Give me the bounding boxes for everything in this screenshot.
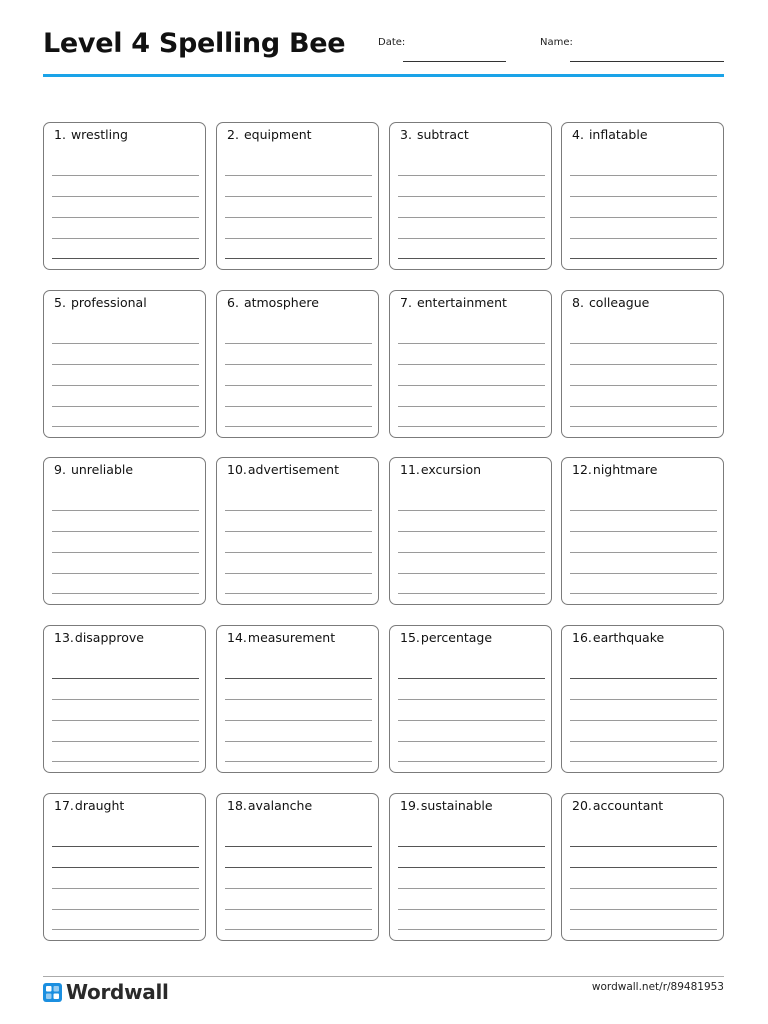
word-text: atmosphere [243,295,319,310]
writing-line[interactable] [398,720,545,721]
word-label [400,798,493,814]
writing-line[interactable] [570,761,717,762]
writing-line[interactable] [225,909,372,910]
writing-line[interactable] [570,510,717,511]
footer-url: wordwall.net/r/89481953 [591,981,724,993]
writing-line[interactable] [570,593,717,594]
writing-line[interactable] [52,761,199,762]
word-number: 7. [400,295,412,310]
writing-line[interactable] [52,678,199,679]
word-card-14 [216,625,379,773]
writing-line[interactable] [225,678,372,679]
word-card-4 [561,122,724,270]
word-number: 18. [227,798,247,813]
writing-line[interactable] [570,426,717,427]
writing-line[interactable] [52,909,199,910]
writing-line[interactable] [398,258,545,259]
word-card-15 [389,625,552,773]
word-number: 20. [572,798,592,813]
header-divider [43,74,724,77]
word-number: 13. [54,630,74,645]
word-label [54,462,133,478]
word-card-20 [561,793,724,941]
word-card-16 [561,625,724,773]
word-number: 2. [227,127,239,142]
writing-line[interactable] [398,510,545,511]
writing-line[interactable] [398,175,545,176]
word-label [227,295,319,311]
word-number: 10. [227,462,247,477]
writing-line[interactable] [225,867,372,868]
writing-line[interactable] [225,593,372,594]
word-label [54,127,128,143]
word-label [54,630,144,646]
writing-line[interactable] [52,343,199,344]
writing-line[interactable] [225,343,372,344]
writing-line[interactable] [52,406,199,407]
writing-line[interactable] [398,385,545,386]
word-text: excursion [420,462,482,477]
word-text: accountant [592,798,664,813]
writing-line[interactable] [225,531,372,532]
writing-line[interactable] [570,867,717,868]
writing-line[interactable] [570,217,717,218]
writing-line[interactable] [398,426,545,427]
word-text: professional [70,295,147,310]
writing-line[interactable] [225,888,372,889]
writing-line[interactable] [225,761,372,762]
word-number: 19. [400,798,420,813]
writing-line[interactable] [52,426,199,427]
word-card-11 [389,457,552,605]
word-label [572,295,649,311]
writing-line[interactable] [398,846,545,847]
writing-line[interactable] [225,699,372,700]
word-text: earthquake [592,630,665,645]
writing-line[interactable] [398,552,545,553]
writing-line[interactable] [52,741,199,742]
word-number: 16. [572,630,592,645]
writing-line[interactable] [570,385,717,386]
word-text: nightmare [592,462,658,477]
word-label [227,462,339,478]
writing-line[interactable] [225,929,372,930]
word-card-1 [43,122,206,270]
word-card-12 [561,457,724,605]
writing-line[interactable] [225,175,372,176]
writing-line[interactable] [570,929,717,930]
writing-line[interactable] [398,531,545,532]
writing-line[interactable] [398,217,545,218]
word-label [572,798,663,814]
word-text: draught [74,798,125,813]
writing-line[interactable] [225,720,372,721]
writing-line[interactable] [570,343,717,344]
word-number: 6. [227,295,239,310]
word-card-17 [43,793,206,941]
word-number: 14. [227,630,247,645]
word-card-6 [216,290,379,438]
word-text: inflatable [588,127,648,142]
word-number: 3. [400,127,412,142]
writing-line[interactable] [570,552,717,553]
writing-line[interactable] [398,364,545,365]
writing-line[interactable] [52,846,199,847]
wordwall-logo-icon [43,983,62,1002]
word-label [227,127,312,143]
word-label [400,630,492,646]
word-card-2 [216,122,379,270]
word-number: 8. [572,295,584,310]
name-label: Name: [540,37,573,48]
writing-line[interactable] [570,238,717,239]
writing-line[interactable] [570,406,717,407]
word-label [54,798,124,814]
writing-line[interactable] [398,741,545,742]
writing-line[interactable] [52,258,199,259]
word-card-13 [43,625,206,773]
word-label [572,127,648,143]
writing-line[interactable] [570,846,717,847]
writing-line[interactable] [52,552,199,553]
writing-line[interactable] [398,888,545,889]
word-label [400,295,507,311]
writing-line[interactable] [225,258,372,259]
writing-line[interactable] [398,909,545,910]
writing-line[interactable] [225,573,372,574]
writing-line[interactable] [225,846,372,847]
writing-line[interactable] [570,531,717,532]
writing-line[interactable] [570,909,717,910]
writing-line[interactable] [52,888,199,889]
writing-line[interactable] [52,175,199,176]
writing-line[interactable] [398,761,545,762]
writing-line[interactable] [570,888,717,889]
writing-line[interactable] [570,364,717,365]
writing-line[interactable] [225,426,372,427]
writing-line[interactable] [52,385,199,386]
writing-line[interactable] [225,552,372,553]
word-text: disapprove [74,630,144,645]
word-card-19 [389,793,552,941]
word-text: avalanche [247,798,313,813]
word-card-9 [43,457,206,605]
writing-line[interactable] [225,238,372,239]
word-label [227,630,335,646]
word-card-3 [389,122,552,270]
writing-line[interactable] [52,699,199,700]
writing-line[interactable] [398,699,545,700]
writing-line[interactable] [398,196,545,197]
page-title: Level 4 Spelling Bee [43,28,346,59]
word-card-10 [216,457,379,605]
word-card-5 [43,290,206,438]
word-number: 17. [54,798,74,813]
word-number: 5. [54,295,66,310]
word-text: sustainable [420,798,493,813]
word-text: advertisement [247,462,339,477]
writing-line[interactable] [52,573,199,574]
writing-line[interactable] [225,741,372,742]
writing-line[interactable] [225,217,372,218]
writing-line[interactable] [570,573,717,574]
writing-line[interactable] [570,258,717,259]
word-text: wrestling [70,127,128,142]
writing-line[interactable] [52,364,199,365]
word-card-8 [561,290,724,438]
word-number: 1. [54,127,66,142]
writing-line[interactable] [52,720,199,721]
writing-line[interactable] [225,385,372,386]
word-number: 9. [54,462,66,477]
writing-line[interactable] [52,867,199,868]
writing-line[interactable] [52,217,199,218]
writing-line[interactable] [570,175,717,176]
word-label [572,462,657,478]
word-label [227,798,312,814]
writing-line[interactable] [398,238,545,239]
footer-divider [43,976,724,977]
writing-line[interactable] [225,364,372,365]
writing-line[interactable] [398,678,545,679]
writing-line[interactable] [52,531,199,532]
word-text: equipment [243,127,312,142]
wordwall-logo [43,981,169,1003]
word-card-7 [389,290,552,438]
brand-name: Wordwall [66,980,169,1004]
name-field[interactable] [570,61,724,62]
writing-line[interactable] [398,406,545,407]
writing-line[interactable] [52,510,199,511]
word-text: unreliable [70,462,134,477]
writing-line[interactable] [570,720,717,721]
word-label [400,462,481,478]
date-label: Date: [378,37,406,48]
writing-line[interactable] [225,196,372,197]
writing-line[interactable] [52,929,199,930]
word-label [400,127,469,143]
writing-line[interactable] [570,196,717,197]
writing-line[interactable] [570,741,717,742]
word-number: 12. [572,462,592,477]
date-field[interactable] [403,61,506,62]
writing-line[interactable] [570,678,717,679]
writing-line[interactable] [225,406,372,407]
word-text: colleague [588,295,650,310]
writing-line[interactable] [52,196,199,197]
word-text: measurement [247,630,336,645]
writing-line[interactable] [398,929,545,930]
word-number: 15. [400,630,420,645]
word-label [54,295,147,311]
writing-line[interactable] [398,867,545,868]
writing-line[interactable] [398,343,545,344]
word-text: subtract [416,127,469,142]
word-number: 11. [400,462,420,477]
writing-line[interactable] [398,573,545,574]
writing-line[interactable] [225,510,372,511]
word-text: percentage [420,630,493,645]
word-grid [43,122,724,941]
word-text: entertainment [416,295,507,310]
writing-line[interactable] [52,593,199,594]
writing-line[interactable] [398,593,545,594]
word-number: 4. [572,127,584,142]
word-card-18 [216,793,379,941]
word-label [572,630,664,646]
writing-line[interactable] [52,238,199,239]
writing-line[interactable] [570,699,717,700]
